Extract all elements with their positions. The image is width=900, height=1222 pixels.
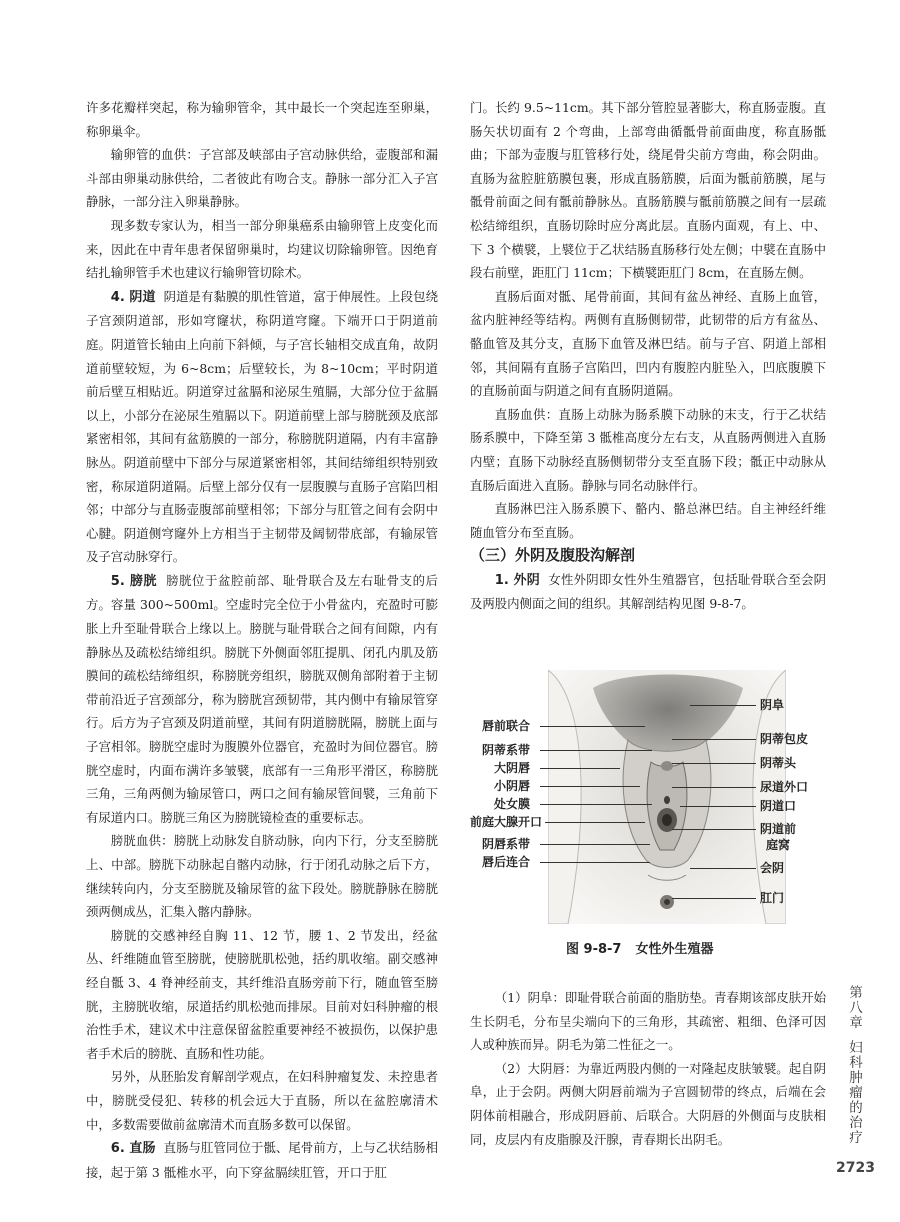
figure-caption <box>566 938 727 957</box>
paragraph-text: 女性外阴即女性外生殖器官，包括耻骨联合至会阴及两股内侧面之间的组织。其解剖结构见图 9-8-7。 <box>470 571 826 612</box>
label-leader-line <box>540 862 650 863</box>
figure-label: 尿道外口 <box>760 780 809 794</box>
label-leader-line <box>540 726 645 727</box>
label-leader-line <box>690 868 756 869</box>
figure-label: 庭窝 <box>766 838 791 852</box>
figure-label: 阴唇系带 <box>482 837 531 851</box>
figure-label: 大阴唇 <box>494 761 531 775</box>
label-leader-line <box>680 806 756 807</box>
paragraph <box>86 1136 438 1184</box>
figure-label: 肛门 <box>760 891 785 905</box>
label-leader-line <box>690 705 756 706</box>
figure-label: 阴道口 <box>760 799 797 813</box>
paragraph: 门。长约 9.5~11cm。其下部分管腔显著膨大，称直肠壶腹。直肠矢状切面有 2 个弯曲，上部弯曲循骶骨前面曲度，称直肠骶曲；下部为壶腹与肛管移行处，绕尾骨尖前方弯曲，称会阴曲。直肠为盆腔脏筋膜包裹，形成直肠筋膜，后面为骶前筋膜，尾与骶骨前面之间有骶前静脉丛。直肠筋膜与骶前筋膜之间有一层疏松结缔组织，直肠切除时应分离此层。直肠内面观，有上、中、下 3 个横襞，上襞位于乙状结肠直肠移行处左侧；中襞在直肠中段右前壁，距肛门 11cm；下横襞距肛门 8cm，在直肠左侧。 <box>470 100 826 281</box>
figure-label: 前庭大腺开口 <box>470 815 543 829</box>
vertical-char: 科 <box>849 1055 863 1071</box>
label-leader-line <box>540 768 620 769</box>
figure-label: 阴蒂系带 <box>482 743 531 757</box>
paragraph <box>86 569 438 830</box>
chapter-title <box>845 1041 867 1146</box>
vertical-char: 的 <box>849 1100 863 1116</box>
vertical-char: 治 <box>849 1115 863 1131</box>
figure-label: 小阴唇 <box>494 779 531 793</box>
label-leader-line <box>672 763 756 764</box>
label-leader-line <box>672 787 756 788</box>
paragraph: 直肠血供：直肠上动脉为肠系膜下动脉的末支，行于乙状结肠系膜中，下降至第 3 骶椎高度分左右支，从直肠两侧进入直肠内壁；直肠下动脉经直肠侧韧带分支至直肠下段；骶正中动脉从直肠后面进入直肠。静脉与同名动脉伴行。 <box>470 406 826 493</box>
label-leader-line <box>540 786 640 787</box>
vertical-char: 疗 <box>849 1130 863 1146</box>
paragraph <box>470 568 826 616</box>
vertical-char: 瘤 <box>849 1085 863 1101</box>
paragraph-text: 阴道是有黏膜的肌性管道，富于伸展性。上段包绕子宫颈阴道部，形如穹窿状，称阴道穹窿。下端开口于阴道前庭。阴道管长轴由上向前下斜倾，与子宫长轴相交成直角，故阴道前壁较短，为 6~8cm；后壁较长，为 8~10cm；平时阴道前后壁互相贴近。阴道穿过盆膈和泌尿生殖膈，大部分位于盆膈以上，小部分在泌尿生殖膈以下。阴道前壁上部与膀胱颈及底部紧密相邻，其间有盆筋膜的一部分，称膀胱阴道隔，内有丰富静脉丛。阴道前壁中下部分与尿道紧密相邻，其间结缔组织特别致密，称尿道阴道隔。后壁上部分仅有一层腹膜与直肠子宫陷凹相邻；中部分与直肠壶腹部前壁相邻；下部分与肛管之间有会阴中心腱。阴道侧穹窿外上方相当于主韧带及阔韧带底部，有输尿管及子宫动脉穿行。 <box>86 288 438 565</box>
bottom-right-column <box>470 986 826 1151</box>
section-title: （三）外阴及腹股沟解剖 <box>470 546 636 565</box>
paragraph: 膀胱的交感神经自胸 11、12 节，腰 1、2 节发出，经盆丛、纤维随血管至膀胱，使膀胱肌松弛，括约肌收缩。副交感神经自骶 3、4 脊神经前支，其纤维沿直肠旁前下行，随血管至膀胱，主膀胱收缩，尿道括约肌松弛而排尿。目前对妇科肿瘤的根治性手术，建议术中注意保留盆腔重要神经不被损伤，以保护患者手术后的膀胱、直肠和性功能。 <box>86 927 438 1061</box>
subsection-heading: 1. 外阴 <box>494 572 541 588</box>
label-leader-line <box>540 750 652 751</box>
figure-title: 女性外生殖器 <box>635 942 714 957</box>
chapter-side-tab <box>845 986 867 1146</box>
subsection-heading: 4. 阴道 <box>110 289 156 305</box>
label-leader-line <box>672 898 756 899</box>
paragraph: （2）大阴唇：为靠近两股内侧的一对隆起皮肤皱襞。起自阴阜，止于会阴。两侧大阴唇前端为子宫圆韧带的终点，后端在会阴体前相融合，形成阴唇前、后联合。大阴唇的外侧面与皮肤相同，皮层内有皮脂腺及汗腺，青春期长出阴毛。 <box>470 1060 826 1147</box>
figure-label: 阴蒂头 <box>760 756 797 770</box>
vertical-char: 章 <box>849 1015 863 1031</box>
subsection-heading: 6. 直肠 <box>110 1141 156 1157</box>
vertical-char: 肿 <box>849 1070 863 1086</box>
paragraph: 直肠淋巴注入肠系膜下、骼内、骼总淋巴结。自主神经纤维随血管分布至直肠。 <box>470 501 826 540</box>
label-leader-line <box>672 829 756 830</box>
paragraph-text: 直肠与肛管同位于骶、尾骨前方，上与乙状结肠相接，起于第 3 骶椎水平，向下穿盆膈续肛管，开口于肛 <box>86 1140 438 1180</box>
page-number: 2723 <box>836 1160 875 1176</box>
figure-label: 阴道前 <box>760 822 797 836</box>
figure-number: 图 9-8-7 <box>566 942 622 957</box>
paragraph <box>86 285 438 569</box>
paragraph-text: 膀胱位于盆腔前部、耻骨联合及左右耻骨支的后方。容量 300~500ml。空虚时完全位于小骨盆内，充盈时可膨胀上升至耻骨联合上缘以上。膀胱与耻骨联合之间有间隙，内有静脉丛及疏松结缔组织。膀胱下外侧面邻肛提肌、闭孔内肌及筋膜间的疏松结缔组织，称膀胱旁组织，膀胱双侧角部附着于主韧带前沿近子宫颈部分，称为膀胱宫颈韧带，其内侧中有输尿管穿行。后方为子宫颈及阴道前壁，其间有阴道膀胱隔，膀胱上面与子宫相邻。膀胱空虚时为腹膜外位器官，充盈时为间位器官。膀胱空虚时，内面布满许多皱襞，底部有一三角形平滑区，称膀胱三角，三角两侧为输尿管口，两口之间有输尿管间襞，三角前下有尿道内口。膀胱三角区为膀胱镜检查的重要标志。 <box>86 572 438 825</box>
paragraph: （1）阴阜：即耻骨联合前面的脂肪垫。青春期该部皮肤开始生长阴毛，分布呈尖端向下的三角形，其疏密、粗细、色泽可因人或种族而异。阴毛为第二性征之一。 <box>470 990 826 1053</box>
paragraph: 直肠后面对骶、尾骨前面，其间有盆丛神经、直肠上血管，盆内脏神经等结构。两侧有直肠侧韧带，此韧带的后方有盆丛、骼血管及其分支，直肠下血管及淋巴结。前与子宫、阴道上部相邻，其间隔有直肠子宫陷凹，凹内有腹腔内脏坠入，凹底腹膜下的直肠前面与阴道之间有直肠阴道隔。 <box>470 288 826 399</box>
figure-label: 阴蒂包皮 <box>760 732 809 746</box>
vertical-char: 第 <box>849 985 863 1001</box>
vertical-char: 八 <box>849 1000 863 1016</box>
paragraph: 输卵管的血供：子宫部及峡部由子宫动脉供给，壶腹部和漏斗部由卵巢动脉供给，二者彼此有吻合支。静脉一部分汇入子宫静脉，一部分注入卵巢静脉。 <box>86 147 438 210</box>
figure-label: 处女膜 <box>494 797 531 811</box>
anatomy-illustration <box>548 670 786 924</box>
paragraph: 许多花瓣样突起，称为输卵管伞，其中最长一个突起连至卵巢，称卵巢伞。 <box>86 100 438 139</box>
label-leader-line <box>545 822 645 823</box>
chapter-number <box>845 986 867 1031</box>
right-column <box>470 96 826 616</box>
label-leader-line <box>672 739 756 740</box>
label-leader-line <box>540 804 652 805</box>
subsection-heading: 5. 膀胱 <box>110 573 158 589</box>
paragraph: 现多数专家认为，相当一部分卵巢癌系由输卵管上皮变化而来，因此在中青年患者保留卵巢时，均建议切除输卵管。因绝育结扎输卵管手术也建议行输卵管切除术。 <box>86 217 438 281</box>
left-column <box>86 96 438 1184</box>
paragraph: 膀胱血供：膀胱上动脉发自脐动脉，向内下行，分支至膀胱上、中部。膀胱下动脉起自髂内动脉，行于闭孔动脉之后下方，继续转向内，分支至膀胱及输尿管的盆下段处。膀胱静脉在膀胱颈两侧成丛，汇集入髂内静脉。 <box>86 833 438 920</box>
figure-label: 会阴 <box>760 861 785 875</box>
figure-label: 阴阜 <box>760 698 785 712</box>
figure-label: 唇后连合 <box>482 855 531 869</box>
figure-label: 唇前联合 <box>482 719 531 733</box>
paragraph: 另外，从胚胎发育解剖学观点，在妇科肿瘤复发、未控患者中，膀胱受侵犯、转移的机会远大于直肠，所以在盆腔廓清术中，多数需要做前盆廓清术而直肠多数可以保留。 <box>86 1069 438 1132</box>
vertical-char: 妇 <box>849 1040 863 1056</box>
label-leader-line <box>540 844 650 845</box>
